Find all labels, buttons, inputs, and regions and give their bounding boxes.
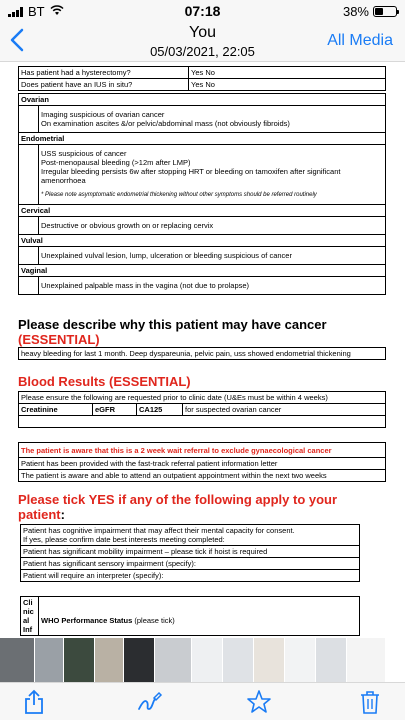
criteria-line: On examination ascites &/or pelvic/abdominal mass (not obviously fibroids)	[41, 119, 290, 128]
blood-empty-row	[19, 416, 386, 428]
question-row	[19, 79, 386, 91]
tick-row	[21, 558, 360, 570]
question-text: Has patient had a hysterectomy?	[19, 67, 189, 79]
section-cervical: Cervical	[19, 205, 386, 217]
tick-row	[21, 570, 360, 582]
section-vulval: Vulval	[19, 235, 386, 247]
section-head-row	[19, 235, 386, 247]
tick-line-text: Patient has cognitive impairment that may affect their mental capacity for consent.	[23, 526, 295, 535]
tick-cell	[19, 106, 39, 133]
aware-heading-row	[19, 443, 386, 458]
battery-fill	[375, 8, 383, 15]
thumbnail[interactable]	[95, 638, 123, 682]
blood-col: for suspected ovarian cancer	[183, 404, 386, 416]
star-icon[interactable]	[246, 689, 274, 715]
tick-cell	[19, 247, 39, 265]
status-right	[343, 4, 397, 19]
who-label: WHO Performance Status	[41, 616, 133, 625]
clinical-info-row	[21, 597, 360, 636]
section-body-row	[19, 217, 386, 235]
tick-line: Patient will require an interpreter (specify):	[21, 570, 360, 582]
markup-icon[interactable]	[136, 689, 164, 715]
question-answer: Yes No	[189, 67, 386, 79]
all-media-button[interactable]: All Media	[327, 32, 393, 49]
thumbnail[interactable]	[124, 638, 154, 682]
blood-cols-row	[19, 404, 386, 416]
battery-percent: 38%	[342, 4, 369, 19]
thumbnail[interactable]	[35, 638, 63, 682]
battery-icon	[373, 6, 397, 17]
section-endometrial: Endometrial	[19, 133, 386, 145]
document-content	[18, 63, 386, 636]
thumbnail[interactable]	[64, 638, 94, 682]
section-head-row	[19, 205, 386, 217]
blood-col: CA125	[137, 404, 183, 416]
section-head-row	[19, 94, 386, 106]
tick-row	[21, 546, 360, 558]
section-head-row	[19, 133, 386, 145]
section-body	[39, 106, 386, 133]
tick-cell	[19, 277, 39, 295]
blood-empty-cell	[19, 416, 386, 428]
thumbnail[interactable]	[155, 638, 191, 682]
nav-bar	[0, 22, 405, 62]
blood-table	[18, 391, 386, 428]
tick-title	[18, 492, 386, 522]
tick-cell	[19, 217, 39, 235]
thumbnail[interactable]	[0, 638, 34, 682]
criteria-line: Imaging suspicious of ovarian cancer	[41, 110, 165, 119]
hysterectomy-questions	[18, 66, 386, 91]
blood-title: Blood Results (ESSENTIAL)	[18, 374, 191, 389]
describe-text-box: heavy bleeding for last 1 month. Deep dyspareunia, pelvic pain, uss showed endometrial thickening	[18, 347, 386, 360]
section-head-row	[19, 265, 386, 277]
criteria-line: Unexplained palpable mass in the vagina (not due to prolapse)	[41, 281, 250, 290]
aware-line: Patient has been provided with the fast-track referral patient information letter	[19, 458, 386, 470]
bottom-toolbar	[0, 682, 405, 720]
status-bar	[0, 0, 405, 22]
aware-heading: The patient is aware that this is a 2 week wait referral to exclude gynaecological cancer	[19, 443, 386, 458]
tick-table	[20, 524, 360, 582]
thumbnail[interactable]	[316, 638, 346, 682]
tick-row	[21, 525, 360, 546]
blood-instruction: Please ensure the following are requested prior to clinic date (U&Es must be within 4 weeks)	[19, 392, 386, 404]
tick-line: Patient has significant sensory impairment (specify):	[21, 558, 360, 570]
section-vaginal: Vaginal	[19, 265, 386, 277]
question-text: Does patient have an IUS in situ?	[19, 79, 189, 91]
trash-icon[interactable]	[358, 689, 386, 715]
status-time: 07:18	[184, 3, 221, 19]
share-icon[interactable]	[22, 689, 50, 715]
question-answer: Yes No	[189, 79, 386, 91]
tick-line-text: If yes, please confirm date best interests meeting completed:	[23, 535, 225, 544]
who-cell	[39, 597, 360, 636]
section-body	[39, 277, 386, 295]
question-row	[19, 67, 386, 79]
tick-cell	[19, 145, 39, 205]
section-body	[39, 247, 386, 265]
thumbnail[interactable]	[285, 638, 315, 682]
who-note: (please tick)	[132, 616, 175, 625]
blood-instruction-row	[19, 392, 386, 404]
carrier-label: BT	[28, 4, 45, 19]
criteria-line: Destructive or obvious growth on or replacing cervix	[41, 221, 214, 230]
blood-col: Creatinine	[19, 404, 93, 416]
tick-title-colon: :	[60, 507, 65, 522]
document-image[interactable]	[0, 63, 405, 638]
section-body-row	[19, 145, 386, 205]
tick-line	[21, 525, 360, 546]
criteria-line: Post-menopausal bleeding (>12m after LMP)	[41, 158, 191, 167]
thumbnail[interactable]	[192, 638, 222, 682]
thumbnail[interactable]	[347, 638, 385, 682]
criteria-line: Unexplained vulval lesion, lump, ulceration or bleeding suspicious of cancer	[41, 251, 292, 260]
criteria-table	[18, 93, 386, 295]
section-body	[39, 145, 386, 205]
nav-subtitle: 05/03/2021, 22:05	[150, 44, 255, 59]
tick-line: Patient has significant mobility impairment – please tick if hoist is required	[21, 546, 360, 558]
describe-title	[18, 317, 386, 332]
criteria-line: Irregular bleeding persists 6w after stopping HRT or bleeding on tamoxifen after significant amenorrhoea	[41, 167, 341, 185]
tick-title-text: Please tick YES if any of the following apply to your patient	[18, 492, 338, 522]
clinical-info-table	[20, 596, 360, 636]
describe-title-text: Please describe why this patient may have cancer	[18, 317, 327, 332]
aware-row	[19, 470, 386, 482]
thumbnail[interactable]	[223, 638, 253, 682]
aware-row	[19, 458, 386, 470]
aware-line: The patient is aware and able to attend an outpatient appointment within the next two weeks	[19, 470, 386, 482]
criteria-note: * Please note asymptomatic endometrial thickening without other symptoms should be referred routinely	[41, 192, 317, 198]
blood-col: eGFR	[93, 404, 137, 416]
criteria-line: USS suspicious of cancer	[41, 149, 127, 158]
thumbnail[interactable]	[254, 638, 284, 682]
nav-title: You	[189, 24, 216, 41]
clinical-info-label: Cli nic al Inf	[21, 597, 39, 636]
section-body-row	[19, 106, 386, 133]
section-body-row	[19, 247, 386, 265]
section-ovarian: Ovarian	[19, 94, 386, 106]
section-body	[39, 217, 386, 235]
describe-essential: (ESSENTIAL)	[18, 332, 100, 347]
thumbnail-strip[interactable]	[0, 638, 405, 682]
section-body-row	[19, 277, 386, 295]
aware-table	[18, 442, 386, 482]
